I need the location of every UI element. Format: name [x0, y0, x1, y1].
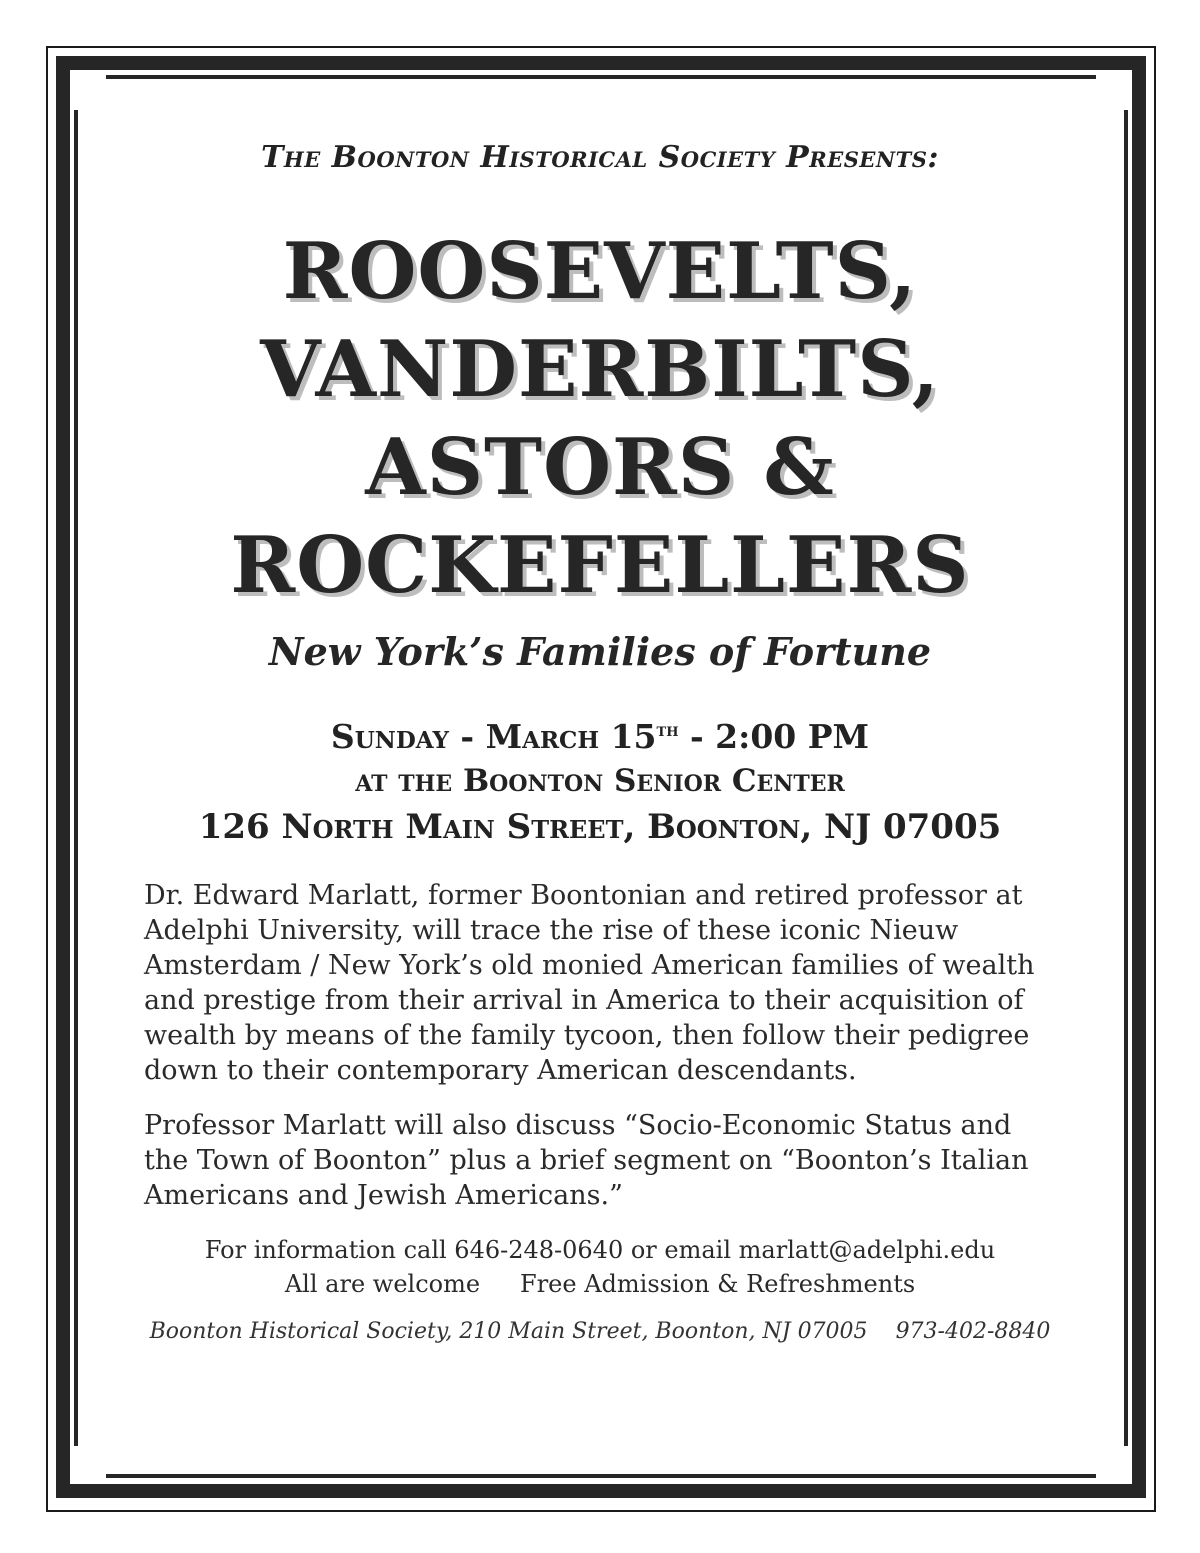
date-ordinal: th	[656, 720, 679, 741]
event-subtitle: New York’s Families of Fortune	[268, 629, 932, 674]
frame-inner-line-top	[106, 75, 1096, 79]
event-description	[144, 878, 1044, 1213]
title-line-4: ROCKEFELLERS	[230, 520, 970, 611]
society-phone: 973-402-8840	[895, 1319, 1051, 1344]
description-paragraph-1: Dr. Edward Marlatt, former Boontonian and retired professor at Adelphi University, will trace the rise of these iconic Nieuw Amsterdam / New York’s old monied American families of wealth and prestige from their arrival in America to their acquisition of wealth by means of the family tycoon, then follow their pedigree down to their contemporary American descendants.	[144, 880, 1035, 1086]
admission-text: Free Admission & Refreshments	[520, 1270, 916, 1298]
admission-line	[120, 1267, 1080, 1301]
event-title	[120, 223, 1080, 615]
flyer-content	[120, 140, 1080, 1344]
event-time: - 2:00 PM	[689, 717, 870, 756]
frame-bar-left	[56, 56, 70, 1498]
event-details	[120, 708, 1080, 852]
event-address: 126 North Main Street, Boonton, NJ 07005	[198, 807, 1002, 847]
welcome-text: All are welcome	[284, 1270, 481, 1298]
contact-line: For information call 646-248-0640 or email marlatt@adelphi.edu	[204, 1236, 996, 1264]
contact-info	[120, 1233, 1080, 1301]
frame-bar-top	[56, 56, 1146, 70]
society-address: Boonton Historical Society, 210 Main Street, Boonton, NJ 07005	[149, 1319, 868, 1344]
frame-bar-bottom	[56, 1484, 1146, 1498]
event-date: Sunday - March 15	[330, 717, 657, 756]
frame-inner-line-left	[74, 110, 78, 1446]
frame-bar-right	[1132, 56, 1146, 1498]
society-footer	[120, 1319, 1080, 1344]
presenter-line: The Boonton Historical Society Presents:	[261, 140, 939, 175]
frame-inner-line-bottom	[106, 1474, 1096, 1478]
description-paragraph-2: Professor Marlatt will also discuss “Socio-Economic Status and the Town of Boonton” plus a brief segment on “Boonton’s Italian Americans and Jewish Americans.”	[144, 1110, 1029, 1211]
title-line-1: ROOSEVELTS,	[282, 226, 918, 317]
frame-inner-line-right	[1124, 110, 1128, 1446]
event-venue: at the Boonton Senior Center	[355, 763, 845, 799]
event-date-time	[120, 708, 1080, 760]
title-line-3: ASTORS &	[365, 422, 835, 513]
title-line-2: VANDERBILTS,	[260, 324, 940, 415]
